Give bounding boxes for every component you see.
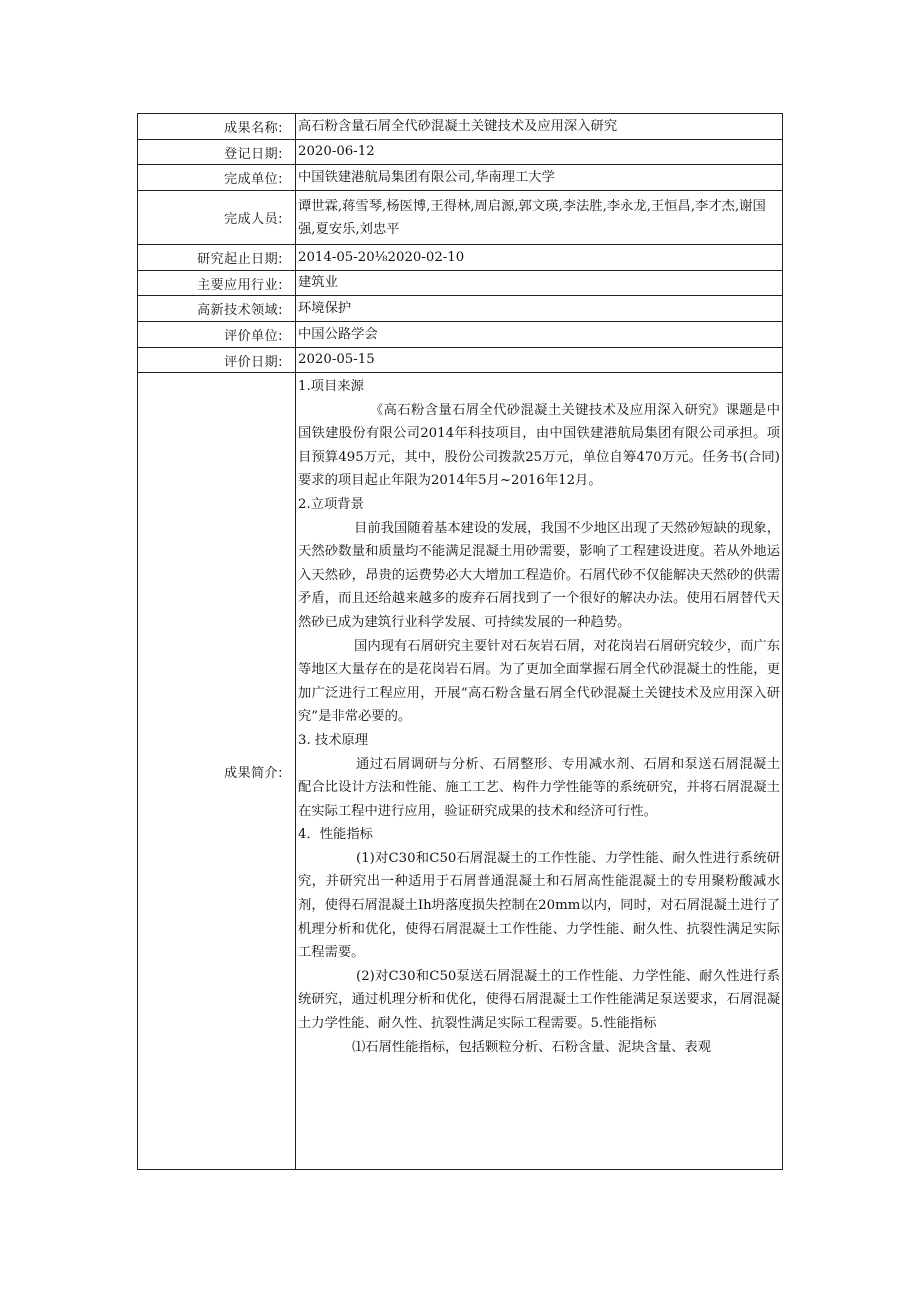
- row-eval-unit: [138, 322, 783, 348]
- row-summary: [138, 373, 783, 1170]
- row-industry: [138, 271, 783, 296]
- value-people: 谭世霖,蒋雪琴,杨医博,王得林,周启源,郭文瑛,李法胜,李永龙,王恒昌,李才杰,谢国强,夏安乐,刘忠平: [296, 191, 783, 245]
- row-reg-date: [138, 140, 783, 165]
- row-period: [138, 245, 783, 271]
- label-eval-date: 评价日期:: [138, 348, 296, 373]
- row-eval-date: [138, 348, 783, 373]
- paragraph-performance-3: ⑴石屑性能指标，包括颗粒分析、石粉含量、泥块含量、表观: [352, 1039, 712, 1055]
- label-period: 研究起止日期:: [138, 245, 296, 271]
- summary-content: [296, 373, 783, 1170]
- row-name: [138, 114, 783, 140]
- label-people: 完成人员:: [138, 191, 296, 245]
- achievement-info-table: [137, 113, 783, 1170]
- paragraph-project-source: 《高石粉含量石屑全代砂混凝土关键技术及应用深入研究》课题是中国铁建股份有限公司2014年科技项目，由中国铁建港航局集团有限公司承担。项目预算495万元，其中，股份公司拨款25万元，单位自筹470万元。任务书(合同)要求的项目起止年限为2014年5月~2016年12月。: [298, 402, 780, 489]
- row-people: [138, 191, 783, 245]
- heading-performance: 4．性能指标: [298, 827, 373, 843]
- value-name: 高石粉含量石屑全代砂混凝土关键技术及应用深入研究: [296, 114, 783, 140]
- value-eval-unit: 中国公路学会: [296, 322, 783, 348]
- value-field: 环境保护: [296, 296, 783, 322]
- row-unit: [138, 165, 783, 191]
- paragraph-background-2: 国内现有石屑研究主要针对石灰岩石屑，对花岗岩石屑研究较少，而广东等地区大量存在的是花岗岩石屑。为了更加全面掌握石屑全代砂混凝土的性能，更加广泛进行工程应用，开展“高石粉含量石屑全代砂混凝土关键技术及应用深入研究”是非常必要的。: [298, 638, 780, 725]
- heading-background: 2.立项背景: [298, 496, 364, 512]
- paragraph-background-1: 目前我国随着基本建设的发展，我国不少地区出现了天然砂短缺的现象，天然砂数量和质量均不能满足混凝土用砂需要，影响了工程建设进度。若从外地运入天然砂，昂贵的运费势必大大增加工程造价。石屑代砂不仅能解决天然砂的供需矛盾，而且还给越来越多的废弃石屑找到了一个很好的解决办法。使用石屑替代天然砂已成为建筑行业科学发展、可持续发展的一种趋势。: [298, 520, 780, 630]
- value-period: 2014-05-20⅛2020-02-10: [296, 245, 783, 271]
- value-eval-date: 2020-05-15: [296, 348, 783, 373]
- heading-principle: 3. 技术原理: [298, 732, 369, 748]
- value-unit: 中国铁建港航局集团有限公司,华南理工大学: [296, 165, 783, 191]
- label-name: 成果名称:: [138, 114, 296, 140]
- heading-project-source: 1.项目来源: [298, 379, 364, 394]
- label-unit: 完成单位:: [138, 165, 296, 191]
- row-field: [138, 296, 783, 322]
- label-eval-unit: 评价单位:: [138, 322, 296, 348]
- value-reg-date: 2020-06-12: [296, 140, 783, 165]
- label-field: 高新技术领域:: [138, 296, 296, 322]
- paragraph-performance-2: (2)对C30和C50泵送石屑混凝土的工作性能、力学性能、耐久性进行系统研究，通过机理分析和优化，使得石屑混凝土工作性能满足泵送要求，石屑混凝土力学性能、耐久性、抗裂性满足实际工程需要。5.性能指标: [298, 968, 780, 1032]
- label-summary: 成果简介:: [138, 373, 296, 1170]
- label-industry: 主要应用行业:: [138, 271, 296, 296]
- value-industry: 建筑业: [296, 271, 783, 296]
- label-reg-date: 登记日期:: [138, 140, 296, 165]
- paragraph-principle: 通过石屑调研与分析、石屑整形、专用减水剂、石屑和泵送石屑混凝土配合比设计方法和性能、施工工艺、构件力学性能等的系统研究，并将石屑混凝土在实际工程中进行应用，验证研究成果的技术和经济可行性。: [298, 756, 780, 819]
- paragraph-performance-1: (1)对C30和C50石屑混凝土的工作性能、力学性能、耐久性进行系统研究，并研究出一种适用于石屑普通混凝土和石屑高性能混凝土的专用聚粉酸减水剂，使得石屑混凝土Ih坍落度损失控制在20mm以内，同时，对石屑混凝土进行了机理分析和优化，使得石屑混凝土工作性能、力学性能、耐久性、抗裂性满足实际工程需要。: [298, 850, 780, 961]
